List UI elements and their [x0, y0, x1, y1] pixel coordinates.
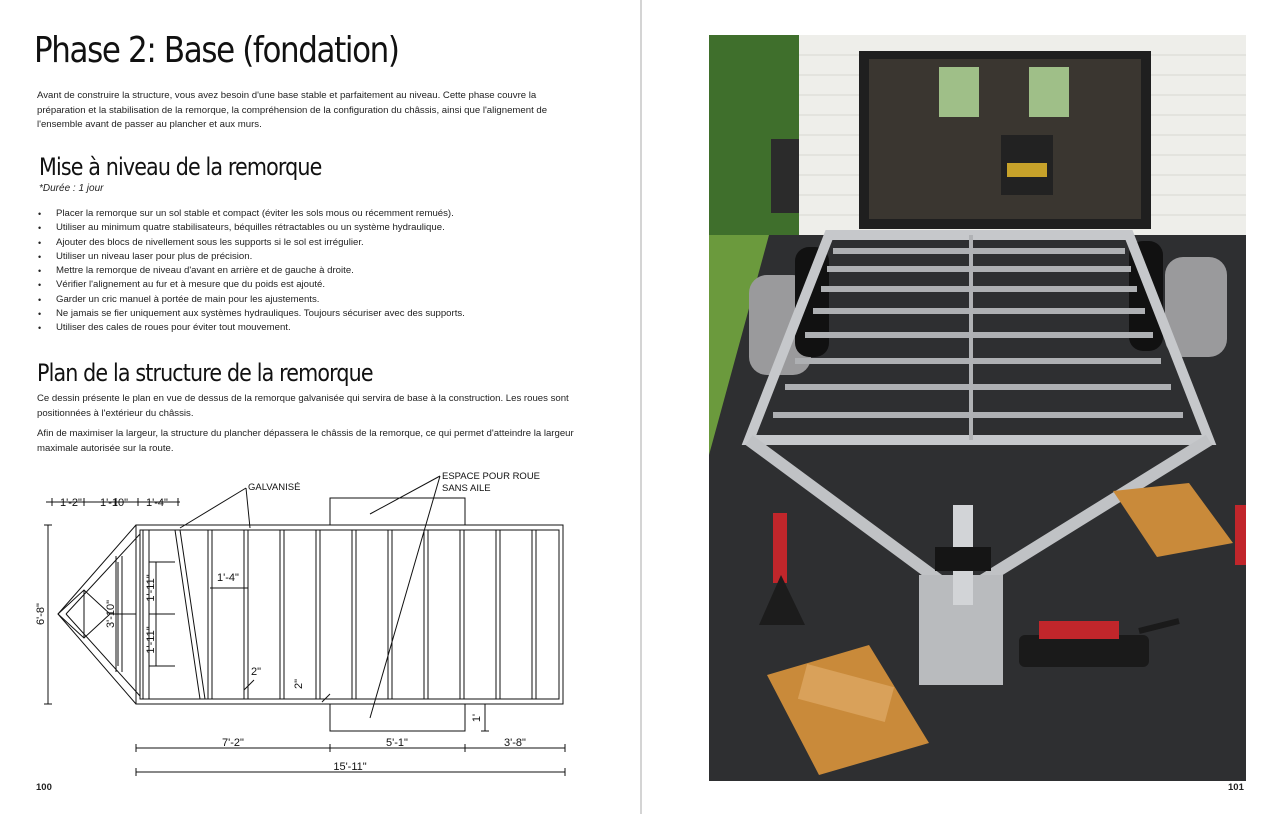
wheel-space-top	[330, 498, 465, 525]
front-crossmember	[143, 530, 149, 699]
wheel-space-bottom	[330, 704, 465, 731]
dim-tongue-width: 3'-10"	[105, 599, 117, 629]
trailer-frame-diagram	[30, 462, 590, 782]
section-heading-structure-plan: Plan de la structure de la remorque	[37, 359, 373, 387]
dim-top-3: 1'-4"	[146, 497, 168, 509]
wheel-space-label-1: ESPACE POUR ROUE	[442, 471, 541, 482]
intro-paragraph: Avant de construire la structure, vous avez besoin d'une base stable et parfaitement au niveau. Cette phase couvre la préparation et la stabilisation de la remorque, la compréhension de la configuration du châssis, ainsi que l'alignement de l'ensemble avant de passer au plancher et aux murs.	[37, 90, 548, 131]
leveling-steps-list	[37, 207, 597, 336]
list-item: • Placer la remorque sur un sol stable et compact (éviter les sols mous ou récemment remués).	[37, 207, 597, 221]
wheel-space-leader	[370, 476, 440, 718]
wheel-space-label-2: SANS AILE	[442, 483, 491, 494]
list-item: • Garder un cric manuel à portée de main pour les ajustements.	[37, 293, 597, 307]
section-heading-leveling: Mise à niveau de la remorque	[39, 153, 322, 181]
list-item: • Utiliser des cales de roues pour éviter tout mouvement.	[37, 321, 597, 335]
dim-top-1: 1'-2"	[60, 497, 82, 509]
page-number-right: 101	[1228, 782, 1244, 793]
dim-joist-spacing: 1'-4"	[217, 572, 239, 584]
list-item: • Vérifier l'alignement au fur et à mesure que du poids est ajouté.	[37, 278, 597, 292]
deck-outline	[136, 525, 563, 704]
dim-inner-upper: 1'-11"	[145, 574, 157, 602]
dim-front-length: 7'-2"	[222, 737, 244, 749]
page-number-left: 100	[36, 782, 52, 793]
duration-note: *Durée : 1 jour	[39, 183, 104, 194]
left-page	[0, 0, 640, 814]
dim-member-a: 2"	[251, 666, 262, 678]
dim-wheel-length: 5'-1"	[386, 737, 408, 749]
dim-overall-width: 6'-8"	[35, 603, 47, 625]
list-item: • Ne jamais se fier uniquement aux systèmes hydrauliques. Toujours sécuriser avec des supports.	[37, 307, 597, 321]
right-page	[642, 0, 1283, 814]
dim-inner-lower: 1'-11"	[145, 626, 157, 654]
trailer-photo	[709, 35, 1246, 781]
plan-paragraph-1: Ce dessin présente le plan en vue de dessus de la remorque galvanisée qui servira de base à la construction. Les roues sont positionnées à l'extérieur du châssis.	[37, 393, 569, 419]
dim-wheel-offset: 1'	[471, 713, 483, 723]
front-diagonal	[175, 530, 205, 699]
dim-rear-length: 3'-8"	[504, 737, 526, 749]
list-item: • Mettre la remorque de niveau d'avant en arrière et de gauche à droite.	[37, 264, 597, 278]
list-item: • Ajouter des blocs de nivellement sous les supports si le sol est irrégulier.	[37, 236, 597, 250]
dim-top-2: 1'-10"	[100, 497, 129, 509]
list-item: • Utiliser un niveau laser pour plus de précision.	[37, 250, 597, 264]
list-item: • Utiliser au minimum quatre stabilisateurs, béquilles rétractables ou un système hydraulique.	[37, 221, 597, 235]
page-title: Phase 2: Base (fondation)	[34, 30, 399, 71]
dim-member-b: 2"	[293, 678, 305, 690]
galvanise-leader	[180, 488, 250, 528]
galvanise-label: GALVANISÉ	[248, 482, 301, 493]
dim-total-length: 15'-11"	[333, 761, 367, 773]
bottom-dim-line	[136, 744, 565, 752]
plan-paragraph-2: Afin de maximiser la largeur, la structure du plancher dépassera le châssis de la remorque, ce qui permet d'atteindre la largeur maximale autorisée sur la route.	[37, 428, 574, 454]
